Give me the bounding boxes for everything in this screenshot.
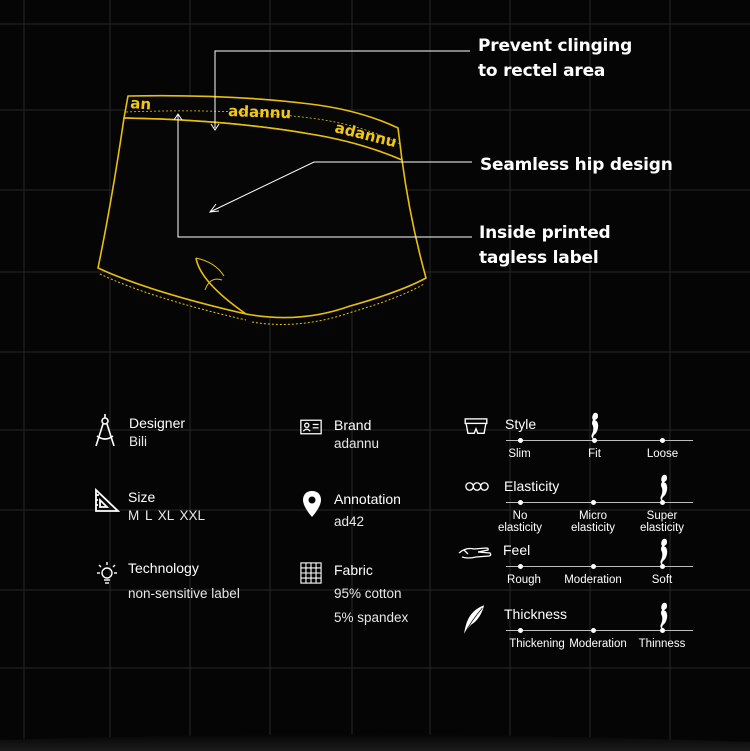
scale-title: Feel xyxy=(503,542,531,558)
scale-option: Rough xyxy=(507,574,541,586)
scale-title: Thickness xyxy=(504,606,568,622)
scale-option: No elasticity xyxy=(497,510,543,534)
scale-option: Thinness xyxy=(638,638,686,650)
briefs-icon xyxy=(464,418,488,436)
seahorse-marker-icon xyxy=(658,537,670,567)
callout-line: Inside printed xyxy=(479,223,611,243)
seahorse-marker-icon xyxy=(589,411,601,441)
hand-icon xyxy=(458,544,492,560)
scale-dot xyxy=(591,500,596,505)
compass-icon xyxy=(92,412,118,452)
callout-seamless-hip xyxy=(480,153,673,178)
light-bulb-icon xyxy=(94,560,120,588)
scale-option: Loose xyxy=(646,448,679,460)
callout-line: Seamless hip design xyxy=(480,155,673,175)
svg-text:adannu: adannu xyxy=(333,118,399,152)
elastic-loop-icon xyxy=(464,480,490,493)
scale-dot xyxy=(591,628,596,633)
scale-option: Moderation xyxy=(564,574,622,586)
seahorse-marker-icon xyxy=(658,473,670,503)
fabric-grid-icon xyxy=(300,562,322,584)
spec-label: Brand xyxy=(334,417,372,433)
callout-line: to rectel area xyxy=(478,61,606,81)
spec-value: 95% cotton xyxy=(334,586,402,601)
feather-icon xyxy=(462,604,486,636)
scale-option: Soft xyxy=(651,574,673,586)
scale-option: Slim xyxy=(508,448,531,460)
set-square-icon xyxy=(94,486,120,514)
scale-option: Micro elasticity xyxy=(570,510,616,534)
spec-label: Designer xyxy=(129,415,186,431)
scale-option: Super elasticity xyxy=(639,510,685,534)
seahorse-marker-icon xyxy=(658,601,670,631)
callout-prevent-clinging xyxy=(478,34,632,84)
scale-option: Thickening xyxy=(509,638,565,650)
location-pin-icon xyxy=(302,490,322,518)
callout-line: Prevent clinging xyxy=(478,36,633,56)
spec-value: adannu xyxy=(334,436,380,451)
id-card-icon xyxy=(300,418,322,436)
scale-title: Style xyxy=(505,416,537,432)
scale-dot xyxy=(591,564,596,569)
spec-label: Size xyxy=(128,489,156,505)
scale-dot xyxy=(518,628,523,633)
spec-label: Technology xyxy=(128,560,199,576)
callout-line: tagless label xyxy=(479,248,599,268)
spec-value: 5% spandex xyxy=(334,610,409,625)
scale-title: Elasticity xyxy=(504,478,560,494)
callout-tagless-label xyxy=(479,221,611,271)
scale-dot xyxy=(660,438,665,443)
svg-text:an: an xyxy=(129,94,152,114)
spec-value: ad42 xyxy=(334,514,365,529)
spec-value: M L XL XXL xyxy=(128,508,206,523)
svg-text:adannu: adannu xyxy=(227,102,292,123)
scale-option: Moderation xyxy=(569,638,627,650)
scale-dot xyxy=(518,438,523,443)
scale-dot xyxy=(518,500,523,505)
scale-option: Fit xyxy=(588,448,601,460)
scale-dot xyxy=(518,564,523,569)
spec-label: Annotation xyxy=(334,491,401,507)
spec-value: non-sensitive label xyxy=(128,586,240,601)
spec-value: Bili xyxy=(129,434,148,449)
spec-label: Fabric xyxy=(334,562,373,578)
